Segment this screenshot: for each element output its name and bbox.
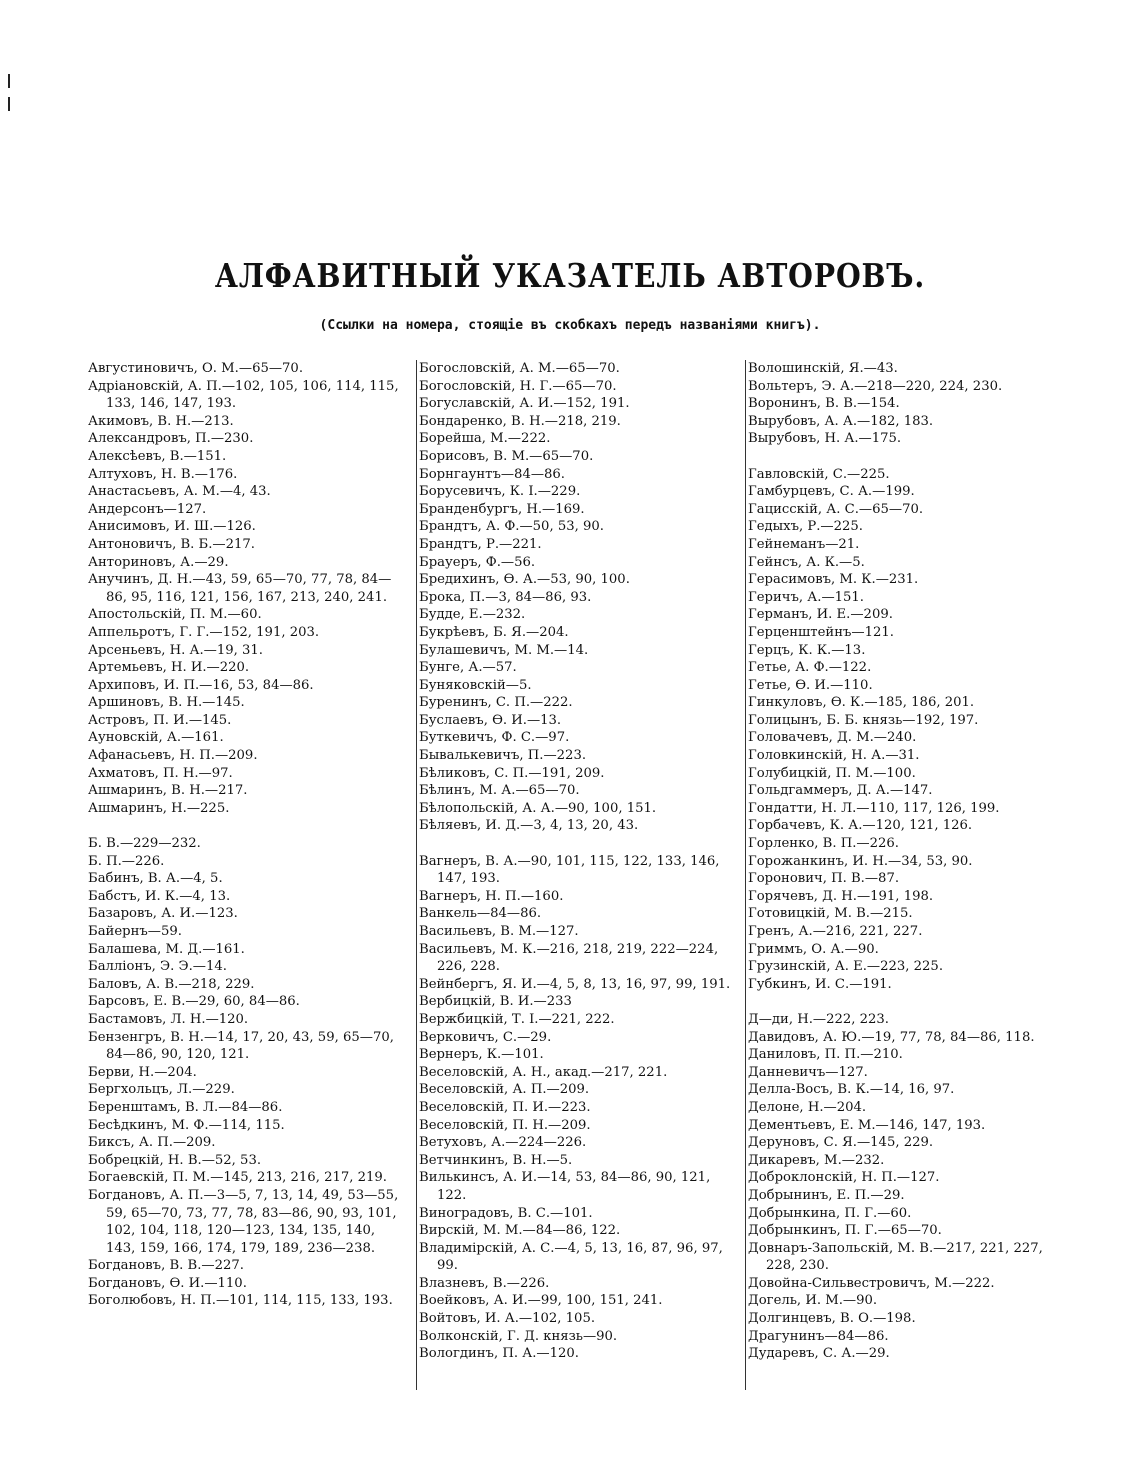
index-entry: Гейнеманъ—21. (748, 536, 860, 552)
index-entry: Верковичъ, С.—29. (419, 1029, 552, 1045)
index-entry: Арсеньевъ, Н. А.—19, 31. (88, 642, 263, 658)
index-entry: Вагнеръ, В. А.—90, 101, 115, 122, 133, 146, 147, 193. (419, 853, 720, 887)
index-entry: Буткевичъ, Ф. С.—97. (419, 730, 570, 746)
index-entry: Беренштамъ, В. Л.—84—86. (88, 1099, 283, 1115)
index-entry: Гольдгаммеръ, Д. А.—147. (748, 783, 933, 799)
index-entry: Гацисскій, А. С.—65—70. (748, 501, 924, 517)
index-entry: Догель, И. М.—90. (748, 1293, 878, 1309)
index-entry: Горбачевъ, К. А.—120, 121, 126. (748, 818, 973, 834)
index-entry: Анучинъ, Д. Н.—43, 59, 65—70, 77, 78, 84—86, 95, 116, 121, 156, 167, 213, 240, 241. (88, 572, 392, 605)
index-entry: Апостольскій, П. М.—60. (88, 607, 262, 623)
index-entry: Добрынинъ, Е. П.—29. (748, 1187, 905, 1203)
index-entry: Вырубовъ, А. А.—182, 183. (748, 413, 934, 429)
index-entry: Губкинъ, И. С.—191. (748, 976, 892, 992)
index-entry: Борисовъ, В. М.—65—70. (419, 448, 594, 464)
index-entry: Гедыхъ, Р.—225. (748, 519, 863, 535)
index-entry: Данневичъ—127. (748, 1064, 868, 1080)
index-entry: Гетье, А. Ф.—122. (748, 660, 872, 676)
index-entry: Головкинскій, Н. А.—31. (748, 748, 920, 764)
letter-section (419, 360, 737, 835)
index-entry: Ветуховъ, А.—224—226. (419, 1135, 587, 1151)
margin-mark (8, 74, 10, 88)
index-entry: Герценштейнъ—121. (748, 624, 894, 640)
index-column-1 (88, 360, 406, 1328)
index-entry: Архиповъ, И. П.—16, 53, 84—86. (88, 677, 314, 693)
index-entry: Балліонъ, Э. Э.—14. (88, 959, 227, 975)
index-entry: Гинкуловъ, Ѳ. К.—185, 186, 201. (748, 695, 975, 711)
index-entry: Богдановъ, Ѳ. И.—110. (88, 1275, 247, 1291)
index-entry: Вербицкій, В. И.—233 (419, 994, 572, 1010)
index-entry: Доброклонскій, Н. П.—127. (748, 1170, 940, 1186)
index-entry: Вагнеръ, Н. П.—160. (419, 888, 564, 904)
index-entry: Гамбурцевъ, С. А.—199. (748, 484, 915, 500)
letter-section (88, 835, 406, 1310)
index-entry: Вольтеръ, Э. А.—218—220, 224, 230. (748, 378, 1003, 394)
index-entry: Бѣликовъ, С. П.—191, 209. (419, 765, 605, 781)
index-entry: Веселовскій, П. Н.—209. (419, 1117, 591, 1133)
index-entry: Астровъ, П. И.—145. (88, 712, 232, 728)
index-entry: Буслаевъ, Ѳ. И.—13. (419, 712, 562, 728)
index-entry: Бредихинъ, Ѳ. А.—53, 90, 100. (419, 572, 630, 588)
index-entry: Берви, Н.—204. (88, 1064, 197, 1080)
index-entry: Борнгаунтъ—84—86. (419, 466, 565, 482)
index-entry: Даниловъ, П. П.—210. (748, 1047, 903, 1063)
index-entry: Брауеръ, Ф.—56. (419, 554, 536, 570)
index-entry: Голицынъ, Б. Б. князь—192, 197. (748, 712, 979, 728)
index-entry: Вейнбергъ, Я. И.—4, 5, 8, 13, 16, 97, 99, 191. (419, 976, 731, 992)
index-entry: Бранденбургъ, Н.—169. (419, 501, 585, 517)
letter-section (748, 466, 1066, 994)
index-entry: Ауновскій, А.—161. (88, 730, 224, 746)
index-entry: Давидовъ, А. Ю.—19, 77, 78, 84—86, 118. (748, 1029, 1035, 1045)
index-entry: Горленко, В. П.—226. (748, 836, 899, 852)
index-entry: Веселовскій, П. И.—223. (419, 1099, 591, 1115)
index-entry: Богдановъ, А. П.—3—5, 7, 13, 14, 49, 53—55, 59, 65—70, 73, 77, 78, 83—86, 90, 93, 101, 102, 104, 118, 120—123, 134, 135, 140, 143, 159, 166, 174, 179, 189, 236—238. (88, 1187, 399, 1256)
index-entry: Голубицкій, П. М.—100. (748, 765, 916, 781)
index-entry: Довнаръ-Запольскій, М. В.—217, 221, 227, 228, 230. (748, 1240, 1043, 1274)
index-entry: Бѣлопольскій, А. А.—90, 100, 151. (419, 800, 657, 816)
index-entry: Долгинцевъ, В. О.—198. (748, 1311, 916, 1327)
index-entry: Горожанкинъ, И. Н.—34, 53, 90. (748, 853, 973, 869)
index-entry: Анториновъ, А.—29. (88, 554, 229, 570)
letter-section (88, 360, 406, 817)
index-entry: Бензенгръ, В. Н.—14, 17, 20, 43, 59, 65—70, 84—86, 90, 120, 121. (88, 1029, 394, 1063)
index-entry: Грузинскій, А. Е.—223, 225. (748, 959, 944, 975)
index-entry: Бѣлинъ, М. А.—65—70. (419, 783, 580, 799)
index-entry: Барсовъ, Е. В.—29, 60, 84—86. (88, 994, 300, 1010)
index-entry: Делла-Восъ, В. К.—14, 16, 97. (748, 1082, 955, 1098)
letter-section (748, 1011, 1066, 1363)
index-entry: Алтуховъ, Н. В.—176. (88, 466, 238, 482)
index-entry: Акимовъ, В. Н.—213. (88, 413, 234, 429)
index-entry: Будде, Е.—232. (419, 607, 526, 623)
page-subtitle: (Ссылки на номера, стоящіе въ скобкахъ передъ названіями книгъ). (319, 318, 821, 333)
index-entry: Афанасьевъ, Н. П.—209. (88, 748, 258, 764)
index-entry: Дикаревъ, М.—232. (748, 1152, 885, 1168)
page-title: АЛФАВИТНЫЙ УКАЗАТЕЛЬ АВТОРОВЪ. (214, 256, 926, 295)
index-entry: Антоновичъ, В. Б.—217. (88, 536, 255, 552)
index-entry: Буняковскій—5. (419, 677, 532, 693)
index-entry: Августиновичъ, О. М.—65—70. (88, 361, 304, 376)
index-entry: Драгунинъ—84—86. (748, 1328, 889, 1344)
index-entry: Андерсонъ—127. (88, 501, 207, 517)
index-entry: Бунге, А.—57. (419, 660, 517, 676)
index-entry: Воейковъ, А. И.—99, 100, 151, 241. (419, 1293, 663, 1309)
index-entry: Деруновъ, С. Я.—145, 229. (748, 1135, 934, 1151)
index-entry: Богословскій, А. М.—65—70. (419, 361, 620, 376)
index-entry: Гетье, Ѳ. И.—110. (748, 677, 873, 693)
index-entry: Бывалькевичъ, П.—223. (419, 748, 587, 764)
index-entry: Дударевъ, С. А.—29. (748, 1346, 890, 1362)
index-entry: Горонович, П. В.—87. (748, 871, 900, 887)
index-entry: Букрѣевъ, Б. Я.—204. (419, 624, 569, 640)
index-entry: Горячевъ, Д. Н.—191, 198. (748, 888, 934, 904)
index-entry: Герцъ, К. К.—13. (748, 642, 866, 658)
index-entry: Боголюбовъ, Н. П.—101, 114, 115, 133, 193. (88, 1293, 393, 1309)
index-entry: Биксъ, А. П.—209. (88, 1135, 216, 1151)
index-entry: Бастамовъ, Л. Н.—120. (88, 1011, 249, 1027)
index-entry: Буренинъ, С. П.—222. (419, 695, 573, 711)
index-column-2 (416, 360, 737, 1390)
index-entry: Аршиновъ, В. Н.—145. (88, 695, 245, 711)
index-entry: Гондатти, Н. Л.—110, 117, 126, 199. (748, 800, 1000, 816)
index-entry: Васильевъ, М. К.—216, 218, 219, 222—224, 226, 228. (419, 941, 719, 975)
index-entry: Ванкель—84—86. (419, 906, 542, 922)
index-entry: Брандтъ, Р.—221. (419, 536, 542, 552)
index-entry: Гавловскій, С.—225. (748, 466, 890, 482)
index-entry: Вержбицкій, Т. І.—221, 222. (419, 1011, 615, 1027)
index-entry: Алексѣевъ, В.—151. (88, 448, 227, 464)
index-entry: Головачевъ, Д. М.—240. (748, 730, 917, 746)
index-entry: Богословскій, Н. Г.—65—70. (419, 378, 617, 394)
index-entry: Гриммъ, О. А.—90. (748, 941, 879, 957)
index-entry: Веселовскій, А. П.—209. (419, 1082, 590, 1098)
index-entry: Бобрецкій, Н. В.—52, 53. (88, 1152, 262, 1168)
index-entry: Добрынкина, П. Г.—60. (748, 1205, 912, 1221)
index-entry: Ашмаринъ, Н.—225. (88, 800, 230, 816)
index-entry: Вилькинсъ, А. И.—14, 53, 84—86, 90, 121, 122. (419, 1170, 711, 1203)
index-column-3 (745, 360, 1066, 1390)
index-entry: Ашмаринъ, В. Н.—217. (88, 783, 248, 799)
index-entry: Бергхольцъ, Л.—229. (88, 1082, 235, 1098)
index-entry: Веселовскій, А. Н., акад.—217, 221. (419, 1064, 668, 1080)
index-entry: Аппельротъ, Г. Г.—152, 191, 203. (88, 624, 320, 640)
margin-mark (8, 97, 10, 111)
index-entry: Герасимовъ, М. К.—231. (748, 572, 919, 588)
index-entry: Анастасьевъ, А. М.—4, 43. (88, 484, 271, 500)
index-entry: Довойна-Сильвестровичъ, М.—222. (748, 1275, 995, 1291)
index-entry: Александровъ, П.—230. (88, 431, 254, 447)
index-entry: Геричъ, А.—151. (748, 589, 864, 605)
index-entry: Брока, П.—3, 84—86, 93. (419, 589, 592, 605)
index-entry: Борейша, М.—222. (419, 431, 551, 447)
index-entry: Германъ, И. Е.—209. (748, 607, 893, 623)
index-entry: Богдановъ, В. В.—227. (88, 1258, 244, 1274)
index-entry: Вирскій, М. М.—84—86, 122. (419, 1223, 621, 1239)
index-entry: Баловъ, А. В.—218, 229. (88, 976, 255, 992)
index-entry: Анисимовъ, И. Ш.—126. (88, 519, 256, 535)
index-entry: Вологдинъ, П. А.—120. (419, 1346, 579, 1362)
index-entry: Добрынкинъ, П. Г.—65—70. (748, 1223, 942, 1239)
letter-section (419, 853, 737, 1363)
index-entry: Д—ди, Н.—222, 223. (748, 1011, 889, 1027)
index-entry: Балашева, М. Д.—161. (88, 941, 245, 957)
index-entry: Ахматовъ, П. Н.—97. (88, 765, 233, 781)
index-entry: Базаровъ, А. И.—123. (88, 906, 238, 922)
index-entry: Вернеръ, К.—101. (419, 1047, 544, 1063)
index-entry: Артемьевъ, Н. И.—220. (88, 660, 250, 676)
index-entry: Борусевичъ, К. І.—229. (419, 484, 581, 500)
index-entry: Адріановскій, А. П.—102, 105, 106, 114, 115, 133, 146, 147, 193. (88, 378, 399, 412)
index-entry: Бабинъ, В. А.—4, 5. (88, 871, 223, 887)
index-entry: Делоне, Н.—204. (748, 1099, 867, 1115)
index-entry: Волошинскій, Я.—43. (748, 361, 898, 376)
index-entry: Богаевскій, П. М.—145, 213, 216, 217, 219. (88, 1170, 387, 1186)
index-entry: Байернъ—59. (88, 924, 182, 939)
index-entry: Васильевъ, В. М.—127. (419, 924, 579, 939)
index-entry: Бесѣдкинъ, М. Ф.—114, 115. (88, 1117, 285, 1133)
index-entry: Гренъ, А.—216, 221, 227. (748, 924, 923, 939)
index-entry: Брандтъ, А. Ф.—50, 53, 90. (419, 519, 604, 535)
index-entry: Бабстъ, И. К.—4, 13. (88, 888, 231, 904)
index-entry: Войтовъ, И. А.—102, 105. (419, 1311, 596, 1327)
index-entry: Влазневъ, В.—226. (419, 1275, 550, 1291)
index-entry: Бѣляевъ, И. Д.—3, 4, 13, 20, 43. (419, 818, 639, 834)
index-entry: Б. В.—229—232. (88, 836, 201, 852)
index-entry: Волконскій, Г. Д. князь—90. (419, 1328, 618, 1344)
index-entry: Дементьевъ, Е. М.—146, 147, 193. (748, 1117, 986, 1133)
index-entry: Готовицкій, М. В.—215. (748, 906, 913, 922)
index-entry: Б. П.—226. (88, 853, 165, 869)
index-entry: Виноградовъ, В. С.—101. (419, 1205, 593, 1221)
index-entry: Булашевичъ, М. М.—14. (419, 642, 589, 658)
index-entry: Ветчинкинъ, В. Н.—5. (419, 1152, 573, 1168)
index-entry: Гейнсъ, А. К.—5. (748, 554, 865, 570)
index-entry: Воронинъ, В. В.—154. (748, 396, 900, 412)
index-entry: Владимірскій, А. С.—4, 5, 13, 16, 87, 96, 97, 99. (419, 1240, 723, 1274)
index-entry: Богуславскій, А. И.—152, 191. (419, 396, 630, 412)
letter-section (748, 360, 1066, 448)
index-entry: Вырубовъ, Н. А.—175. (748, 431, 902, 447)
index-entry: Бондаренко, В. Н.—218, 219. (419, 413, 621, 429)
